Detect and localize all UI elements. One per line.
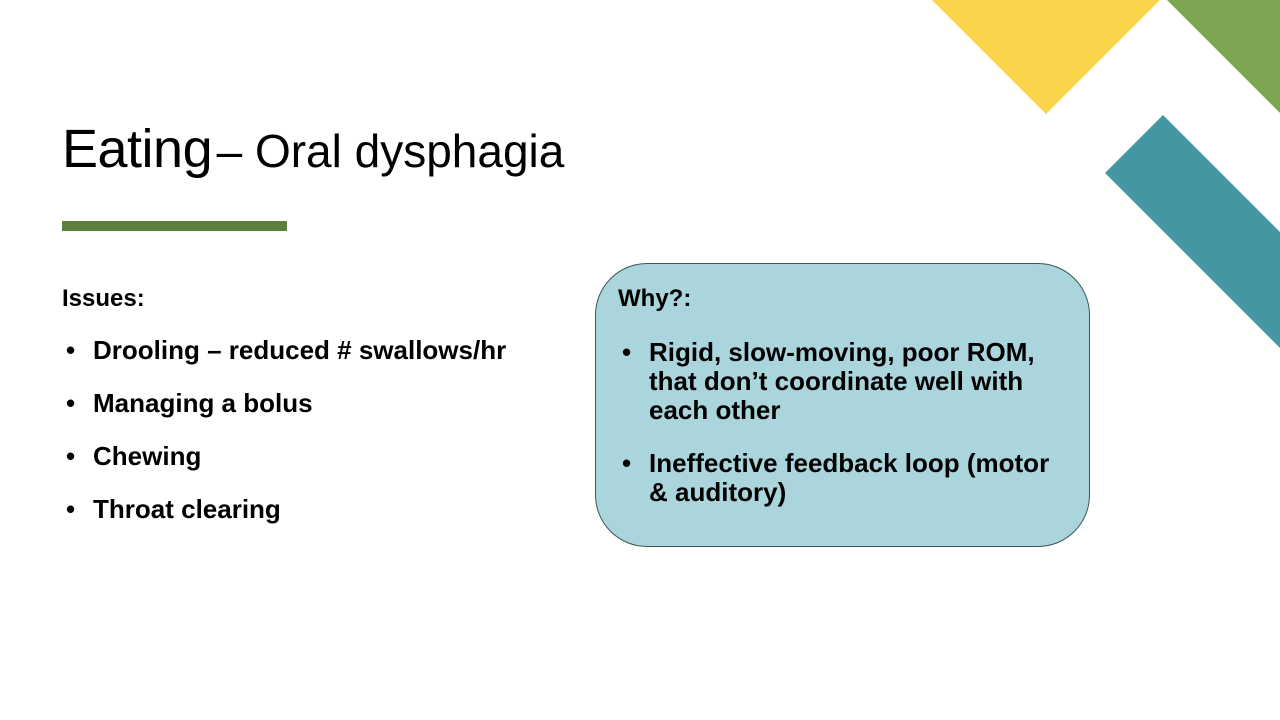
list-item: [618, 338, 1065, 425]
title-underline-bar: [62, 221, 287, 231]
list-item-text: Ineffective feedback loop (motor & auditory): [649, 448, 1050, 507]
bullet-icon: •: [622, 337, 632, 367]
list-item: [62, 389, 562, 418]
why-list: [618, 338, 1065, 507]
why-callout-box: [595, 263, 1090, 547]
list-item: [62, 495, 562, 524]
list-item: [618, 449, 1065, 507]
bullet-icon: •: [622, 448, 632, 478]
bullet-icon: •: [66, 388, 76, 418]
teal-stripe-shape: [1105, 115, 1280, 348]
issues-section: [62, 284, 562, 548]
green-triangle-shape: [1167, 0, 1280, 113]
yellow-triangle-shape: [932, 0, 1160, 114]
list-item: [62, 336, 562, 365]
list-item-text: Rigid, slow-moving, poor ROM, that don’t coordinate well with each other: [649, 337, 1035, 425]
slide-title: [62, 119, 565, 179]
list-item-text: Drooling – reduced # swallows/hr: [93, 335, 507, 365]
list-item-text: Chewing: [93, 441, 202, 471]
issues-heading: Issues:: [62, 285, 145, 312]
list-item-text: Managing a bolus: [93, 388, 313, 418]
bullet-icon: •: [66, 441, 76, 471]
title-main: Eating: [62, 119, 213, 179]
bullet-icon: •: [66, 494, 76, 524]
list-item: [62, 442, 562, 471]
why-heading: Why?:: [618, 285, 692, 312]
bullet-icon: •: [66, 335, 76, 365]
issues-list: [62, 336, 562, 524]
title-subtitle: – Oral dysphagia: [216, 125, 565, 177]
list-item-text: Throat clearing: [93, 494, 281, 524]
